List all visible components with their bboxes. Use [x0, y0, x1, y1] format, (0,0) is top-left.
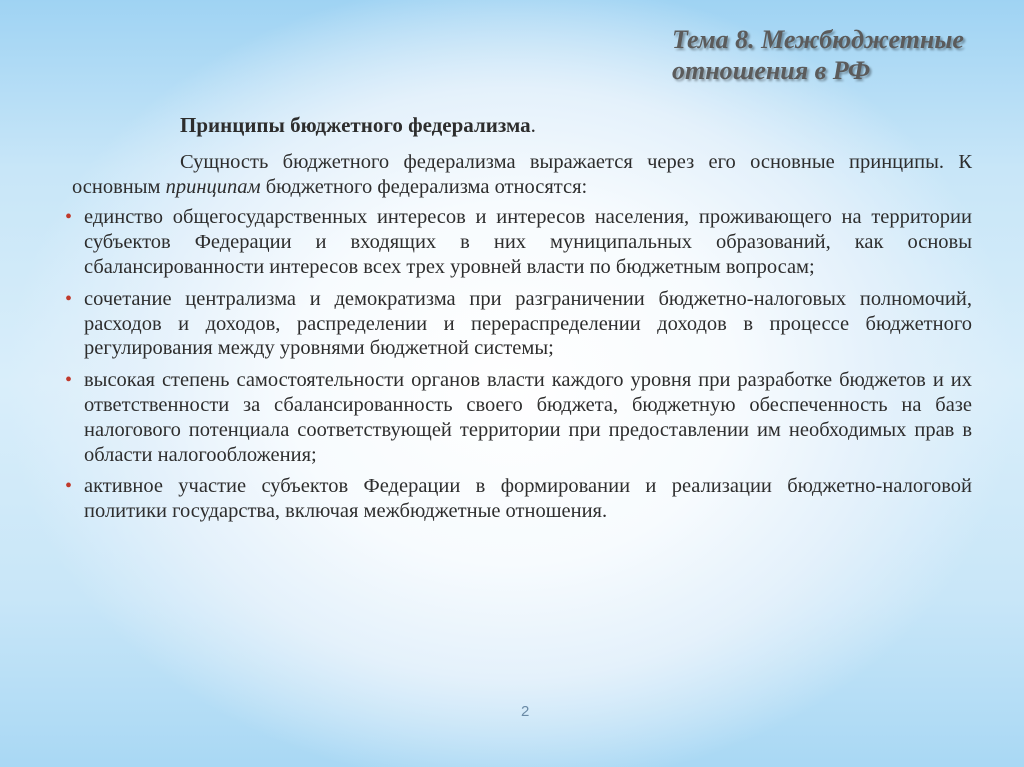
intro-emphasis: принципам — [165, 175, 261, 198]
intro-text-start: Сущность бюджетного федерализма выражается через его основные принципы. К основным — [72, 150, 972, 198]
bullet-icon: • — [65, 206, 73, 229]
section-heading-text: Принципы бюджетного федерализма — [180, 113, 531, 137]
list-item — [65, 287, 972, 361]
list-item — [65, 474, 972, 524]
page-number: 2 — [521, 703, 530, 720]
list-item — [65, 368, 972, 467]
slide-title-line-2: отношения в РФ — [672, 56, 871, 85]
list-item-text: единство общегосударственных интересов и интересов населения, проживающего на территории субъектов Федерации и входящих в них муниципальных образований, как основы сбалансированности интересов всех трех уровней власти по бюджетным вопросам; — [84, 206, 972, 278]
principles-list — [65, 205, 972, 524]
section-heading-period: . — [530, 113, 536, 137]
intro-paragraph — [72, 150, 972, 200]
bullet-icon: • — [65, 287, 73, 310]
list-item — [65, 205, 972, 279]
section-heading — [180, 113, 972, 138]
bullet-icon: • — [65, 475, 73, 498]
bullet-icon: • — [65, 369, 73, 392]
slide-title-line-1: Тема 8. Межбюджетные — [672, 25, 964, 54]
intro-text-end: бюджетного федерализма относятся: — [260, 175, 588, 198]
list-item-text: активное участие субъектов Федерации в формировании и реализации бюджетно-налоговой политики государства, включая межбюджетные отношения. — [84, 475, 972, 523]
slide-body — [65, 113, 972, 531]
list-item-text: сочетание централизма и демократизма при разграничении бюджетно-налоговых полномочий, расходов и доходов, распределении и перераспределении доходов в процессе бюджетного регулирования между уровнями бюджетной системы; — [84, 287, 972, 360]
slide-title — [672, 24, 1002, 86]
list-item-text: высокая степень самостоятельности органов власти каждого уровня при разработке бюджетов и их ответственности за сбалансированность своего бюджета, бюджетную обеспеченность на базе налогового потенциала соответствующей территории при предоставлении им необходимых прав в области налогообложения; — [84, 369, 972, 466]
